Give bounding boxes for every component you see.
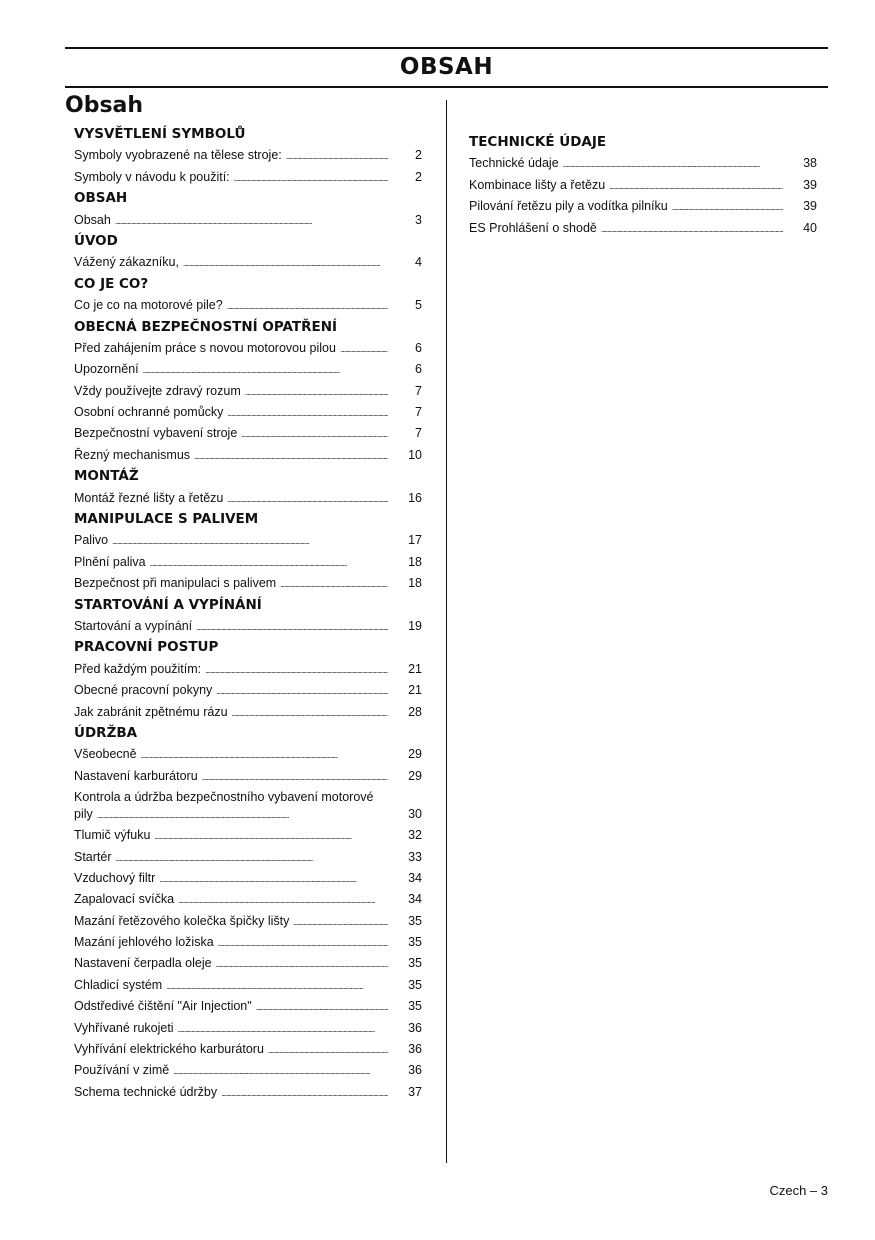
- toc-entry-page: 35: [408, 935, 422, 950]
- toc-entry-page: 4: [415, 255, 422, 270]
- toc-entry-continuation: [74, 806, 422, 824]
- toc-section-heading: PRACOVNÍ POSTUP: [74, 639, 219, 656]
- toc-section-heading: OBSAH: [74, 190, 128, 207]
- toc-entry-page: 7: [415, 426, 422, 441]
- toc-entry-page: 37: [408, 1084, 422, 1099]
- toc-entry-label: Bezpečnost při manipulaci s palivem: [74, 576, 277, 591]
- toc-entry[interactable]: [74, 680, 422, 701]
- toc-entry-page: 3: [415, 212, 422, 227]
- toc-entry-label-continued: pily: [74, 807, 93, 822]
- toc-entry-page: 21: [408, 683, 422, 698]
- toc-entry-label: Řezný mechanismus: [74, 447, 191, 462]
- toc-dot-leader: [234, 167, 388, 189]
- toc-entry-page: 32: [408, 828, 422, 843]
- toc-entry-page: 38: [803, 156, 817, 171]
- toc-entry-label: Vyhřívání elektrického karburátoru: [74, 1042, 264, 1057]
- toc-dot-leader: [563, 153, 783, 175]
- toc-entry-label: Před každým použitím:: [74, 661, 202, 676]
- toc-dot-leader: [227, 295, 388, 317]
- toc-entry[interactable]: [74, 145, 422, 166]
- toc-entry[interactable]: [74, 488, 422, 509]
- toc-entry-label: Plnění paliva: [74, 554, 146, 569]
- toc-dot-leader: [216, 953, 388, 975]
- toc-entry-label: Upozornění: [74, 362, 139, 377]
- toc-entry-label: Chladicí systém: [74, 977, 163, 992]
- toc-entry-page: 33: [408, 849, 422, 864]
- toc-entry-label: Kontrola a údržba bezpečnostního vybavení motorové: [74, 790, 374, 805]
- toc-entry-page: 29: [408, 747, 422, 762]
- toc-entry-page: 35: [408, 977, 422, 992]
- toc-section-heading: STARTOVÁNÍ A VYPÍNÁNÍ: [74, 596, 262, 613]
- toc-dot-leader: [609, 175, 783, 197]
- toc-entry-label: Obecné pracovní pokyny: [74, 683, 213, 698]
- toc-section-heading: CO JE CO?: [74, 275, 149, 292]
- toc-dot-leader: [116, 847, 388, 869]
- toc-entry[interactable]: [74, 744, 422, 765]
- toc-entry-page: 7: [415, 383, 422, 398]
- toc-dot-leader: [194, 445, 388, 467]
- toc-entry[interactable]: [74, 210, 422, 231]
- toc-entry[interactable]: [74, 616, 422, 637]
- toc-entry-page: 36: [408, 1063, 422, 1078]
- toc-left-column: [74, 124, 422, 1103]
- toc-section-heading: VYSVĚTLENÍ SYMBOLŮ: [74, 126, 246, 142]
- toc-entry-page: 16: [408, 490, 422, 505]
- toc-entry[interactable]: [74, 953, 422, 974]
- page-header-title: OBSAH: [399, 54, 494, 80]
- toc-entry-label: Osobní ochranné pomůcky: [74, 405, 224, 420]
- toc-entry-label: Vážený zákazníku,: [74, 255, 179, 270]
- toc-entry[interactable]: [469, 218, 817, 239]
- toc-entry-label: Mazání jehlového ložiska: [74, 935, 214, 950]
- toc-entry-label: Vyhřívané rukojeti: [74, 1020, 174, 1035]
- toc-entry-page: 17: [408, 533, 422, 548]
- toc-entry[interactable]: [469, 175, 817, 196]
- toc-entry[interactable]: [469, 196, 817, 217]
- toc-dot-leader: [280, 573, 388, 595]
- toc-dot-leader: [178, 889, 388, 911]
- toc-dot-leader: [166, 975, 388, 997]
- toc-entry-label: Tlumič výfuku: [74, 828, 151, 843]
- toc-entry-label: ES Prohlášení o shodě: [469, 220, 597, 235]
- toc-entry[interactable]: [74, 1082, 422, 1103]
- toc-entry[interactable]: [469, 153, 817, 174]
- toc-entry-label: Používání v zimě: [74, 1063, 170, 1078]
- toc-entry-label: Obsah: [74, 212, 111, 227]
- toc-entry-page: 2: [415, 148, 422, 163]
- toc-entry-label: Mazání řetězového kolečka špičky lišty: [74, 913, 290, 928]
- toc-entry-label: Vždy používejte zdravý rozum: [74, 383, 241, 398]
- toc-entry-page: 18: [408, 554, 422, 569]
- toc-section-heading: ÚVOD: [74, 232, 118, 249]
- toc-entry-page: 35: [408, 999, 422, 1014]
- toc-entry-page: 35: [408, 956, 422, 971]
- toc-dot-leader: [97, 806, 388, 824]
- toc-entry-label: Palivo: [74, 533, 109, 548]
- toc-entry[interactable]: [74, 552, 422, 573]
- toc-entry[interactable]: [74, 868, 422, 889]
- toc-entry-label: Symboly vyobrazené na tělese stroje:: [74, 148, 282, 163]
- toc-dot-leader: [241, 423, 388, 445]
- toc-entry[interactable]: [74, 889, 422, 910]
- toc-entry[interactable]: [74, 702, 422, 723]
- toc-dot-leader: [216, 680, 388, 702]
- toc-entry[interactable]: [74, 1060, 422, 1081]
- toc-entry-label: Schema technické údržby: [74, 1084, 218, 1099]
- toc-dot-leader: [154, 825, 388, 847]
- toc-dot-leader: [672, 196, 783, 218]
- toc-dot-leader: [340, 338, 388, 360]
- toc-entry-page: 19: [408, 618, 422, 633]
- toc-dot-leader: [141, 744, 388, 766]
- toc-entry[interactable]: [74, 167, 422, 188]
- toc-entry-label: Startování a vypínání: [74, 618, 193, 633]
- toc-dot-leader: [178, 1018, 388, 1040]
- toc-entry-page: 35: [408, 913, 422, 928]
- toc-entry[interactable]: [74, 975, 422, 996]
- toc-entry[interactable]: [74, 338, 422, 359]
- toc-right-column: [469, 132, 817, 239]
- toc-entry-label: Všeobecně: [74, 747, 137, 762]
- toc-entry-label: Před zahájením práce s novou motorovou pilou: [74, 340, 336, 355]
- toc-dot-leader: [143, 359, 388, 381]
- toc-entry-page: 6: [415, 340, 422, 355]
- toc-entry-label: Pilování řetězu pily a vodítka pilníku: [469, 199, 668, 214]
- toc-entry-label: Startér: [74, 849, 112, 864]
- toc-entry-label: Bezpečnostní vybavení stroje: [74, 426, 238, 441]
- toc-entry-label: Vzduchový filtr: [74, 870, 156, 885]
- toc-dot-leader: [202, 766, 388, 788]
- toc-dot-leader: [115, 210, 388, 232]
- toc-entry[interactable]: [74, 359, 422, 380]
- toc-entry-label: Odstředivé čištění "Air Injection": [74, 999, 252, 1014]
- toc-dot-leader: [150, 552, 388, 574]
- toc-entry-page: 7: [415, 405, 422, 420]
- toc-entry[interactable]: [74, 766, 422, 787]
- toc-dot-leader: [173, 1060, 388, 1082]
- toc-entry[interactable]: [74, 996, 422, 1017]
- toc-entry-page: 34: [408, 870, 422, 885]
- toc-entry-label: Nastavení karburátoru: [74, 768, 198, 783]
- toc-dot-leader: [268, 1039, 388, 1061]
- toc-section-heading: MANIPULACE S PALIVEM: [74, 511, 259, 528]
- toc-entry[interactable]: [74, 911, 422, 932]
- toc-dot-leader: [286, 145, 388, 167]
- toc-dot-leader: [196, 616, 388, 638]
- page-footer: Czech – 3: [769, 1183, 828, 1198]
- toc-entry[interactable]: [74, 1039, 422, 1060]
- toc-entry-page: 5: [415, 298, 422, 313]
- toc-dot-leader: [205, 659, 388, 681]
- toc-entry-label: Technické údaje: [469, 156, 559, 171]
- toc-section-heading: TECHNICKÉ ÚDAJE: [469, 134, 607, 150]
- toc-section-heading: OBECNÁ BEZPEČNOSTNÍ OPATŘENÍ: [74, 318, 338, 335]
- toc-entry[interactable]: [74, 402, 422, 423]
- toc-entry-page: 29: [408, 768, 422, 783]
- column-divider: [446, 100, 447, 1163]
- toc-entry[interactable]: [74, 825, 422, 846]
- toc-dot-leader: [293, 911, 388, 933]
- toc-entry-label: Kombinace lišty a řetězu: [469, 177, 606, 192]
- toc-entry[interactable]: [74, 1018, 422, 1039]
- header-bottom-rule: [65, 86, 828, 88]
- toc-entry[interactable]: [74, 847, 422, 868]
- toc-dot-leader: [218, 932, 388, 954]
- toc-entry[interactable]: [74, 932, 422, 953]
- toc-entry[interactable]: [74, 381, 422, 402]
- toc-dot-leader: [221, 1082, 388, 1104]
- toc-entry-page: 6: [415, 362, 422, 377]
- toc-dot-leader: [112, 530, 388, 552]
- toc-entry[interactable]: [74, 445, 422, 466]
- toc-entry[interactable]: [74, 787, 422, 825]
- toc-entry-label: Symboly v návodu k použití:: [74, 169, 230, 184]
- toc-entry-page: 39: [803, 199, 817, 214]
- toc-entry-label: Co je co na motorové pile?: [74, 298, 223, 313]
- toc-dot-leader: [227, 488, 388, 510]
- toc-entry[interactable]: [74, 295, 422, 316]
- toc-title: Obsah: [65, 93, 144, 118]
- toc-entry[interactable]: [74, 423, 422, 444]
- toc-entry[interactable]: [74, 252, 422, 273]
- toc-dot-leader: [256, 996, 388, 1018]
- toc-entry-page: 34: [408, 892, 422, 907]
- toc-entry-page: 30: [408, 807, 422, 822]
- toc-dot-leader: [601, 218, 783, 240]
- toc-dot-leader: [232, 702, 388, 724]
- toc-dot-leader: [159, 868, 388, 890]
- toc-entry-page: 39: [803, 177, 817, 192]
- toc-entry-label: Jak zabránit zpětnému rázu: [74, 704, 228, 719]
- toc-dot-leader: [245, 381, 388, 403]
- toc-entry-page: 21: [408, 661, 422, 676]
- toc-entry-label: Nastavení čerpadla oleje: [74, 956, 212, 971]
- toc-entry-page: 28: [408, 704, 422, 719]
- toc-entry-label: Montáž řezné lišty a řetězu: [74, 490, 224, 505]
- toc-entry-page: 18: [408, 576, 422, 591]
- toc-section-heading: MONTÁŽ: [74, 468, 139, 485]
- toc-entry-page: 10: [408, 447, 422, 462]
- toc-entry-page: 36: [408, 1042, 422, 1057]
- toc-entry[interactable]: [74, 573, 422, 594]
- toc-entry[interactable]: [74, 530, 422, 551]
- toc-entry-page: 40: [803, 220, 817, 235]
- toc-entry[interactable]: [74, 659, 422, 680]
- toc-dot-leader: [183, 252, 388, 274]
- toc-entry-label: Zapalovací svíčka: [74, 892, 175, 907]
- toc-dot-leader: [227, 402, 388, 424]
- toc-entry-page: 2: [415, 169, 422, 184]
- header-top-rule: [65, 47, 828, 49]
- toc-entry-page: 36: [408, 1020, 422, 1035]
- toc-section-heading: ÚDRŽBA: [74, 724, 138, 741]
